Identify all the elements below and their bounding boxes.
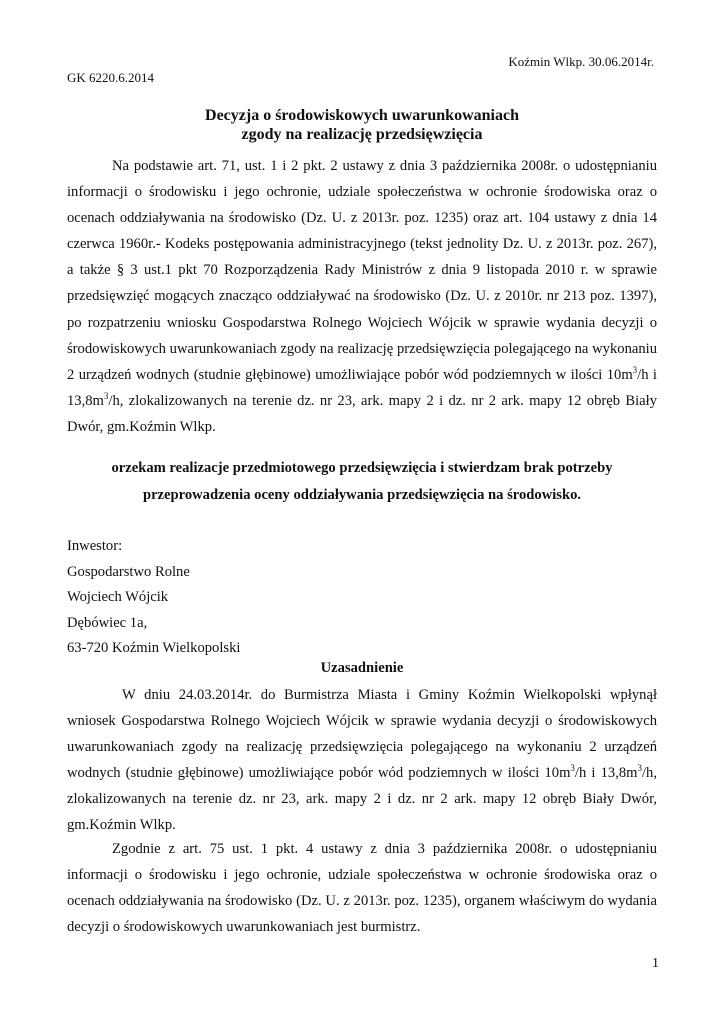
case-number: GK 6220.6.2014	[67, 70, 155, 85]
justification-text-part-3: /h, zlokalizowanych na terenie dz. nr 23, ark. mapy 2 i dz. nr 2 ark. mapy 12 obręb Biały Dwór, gm.Koźmin Wlkp.	[67, 765, 657, 834]
investor-line-4: 63-720 Koźmin Wielkopolski	[67, 640, 241, 656]
superscript-cubed: 3	[103, 390, 109, 401]
justification-text-part-2: /h i 13,8m	[574, 765, 638, 782]
verdict	[0, 455, 724, 509]
intro-text-part-1: Na podstawie art. 71, ust. 1 i 2 pkt. 2 ustawy z dnia 3 października 2008r. o udostępnianiu informacji o środowisku i jego ochronie, udziale społeczeństwa w ochronie środowiska oraz o ocenach oddziaływania na środowisko (Dz. U. z 2013r. poz. 1235) oraz art. 104 ustawy z dnia 14 czerwca 1960r.- Kodeks postępowania administracyjnego (tekst jednolity Dz. U. z 2013r. poz. 267), a także § 3 ust.1 pkt 70 Rozporządzenia Rady Ministrów z dnia 9 listopada 2010 r. w sprawie przedsięwzięć mogących znacząco oddziaływać na środowisko (Dz. U. z 2010r. nr 213 poz. 1397), po rozpatrzeniu wniosku Gospodarstwa Rolnego Wojciech Wójcik w sprawie wydania decyzji o środowiskowych uwarunkowaniach zgody na realizację przedsięwzięcia polegającego na wykonaniu 2 urządzeń wodnych (studnie głębinowe) umożliwiające pobór wód podziemnych w ilości 10m	[67, 158, 657, 383]
justification-text-p2: Zgodnie z art. 75 ust. 1 pkt. 4 ustawy z dnia 3 października 2008r. o udostępnianiu informacji o środowisku i jego ochronie, udziale społeczeństwa w ochronie środowiska oraz o ocenach oddziaływania na środowisko (Dz. U. z 2013r. poz. 1235), organem właściwym do wydania decyzji o środowiskowych uwarunkowaniach jest burmistrz.	[67, 841, 657, 936]
justification-heading: Uzasadnienie	[320, 660, 404, 676]
title-line-2: zgody na realizację przedsięwzięcia	[241, 126, 483, 143]
investor-line-2: Wojciech Wójcik	[67, 589, 169, 605]
superscript-cubed: 3	[570, 763, 575, 774]
investor-label: Inwestor:	[67, 538, 123, 554]
verdict-line-2: przeprowadzenia oceny oddziaływania przedsięwzięcia na środowisko.	[142, 487, 582, 503]
justification-paragraph-1	[67, 682, 657, 839]
title-line-1: Decyzja o środowiskowych uwarunkowaniach	[205, 107, 519, 124]
verdict-line-1: orzekam realizacje przedmiotowego przedsięwzięcia i stwierdzam brak potrzeby	[111, 460, 613, 476]
intro-text-part-2: /h i 13,8m	[67, 366, 657, 409]
intro-text-part-3: /h, zlokalizowanych na terenie dz. nr 23, ark. mapy 2 i dz. nr 2 ark. mapy 12 obręb Biały Dwór, gm.Koźmin Wlkp.	[67, 392, 657, 435]
investor-line-3: Dębówiec 1a,	[67, 614, 148, 631]
superscript-cubed: 3	[632, 364, 638, 375]
justification-text-part-1: W dniu 24.03.2014r. do Burmistrza Miasta i Gminy Koźmin Wielkopolski wpłynął wniosek Gospodarstwa Rolnego Wojciech Wójcik w sprawie wydania decyzji o środowiskowych uwarunkowaniach zgody na realizację przedsięwzięcia polegającego na wykonaniu 2 urządzeń wodnych (studnie głębinowe) umożliwiające pobór wód podziemnych w ilości 10m	[67, 687, 657, 782]
place-and-date: Koźmin Wlkp. 30.06.2014r.	[508, 54, 654, 69]
investor-block	[67, 534, 240, 662]
investor-line-1: Gospodarstwo Rolne	[67, 563, 190, 580]
justification-paragraph-2	[67, 836, 657, 940]
intro-paragraph	[67, 153, 657, 440]
document-title	[0, 106, 724, 144]
superscript-cubed: 3	[637, 763, 642, 774]
page-number: 1	[652, 956, 659, 971]
